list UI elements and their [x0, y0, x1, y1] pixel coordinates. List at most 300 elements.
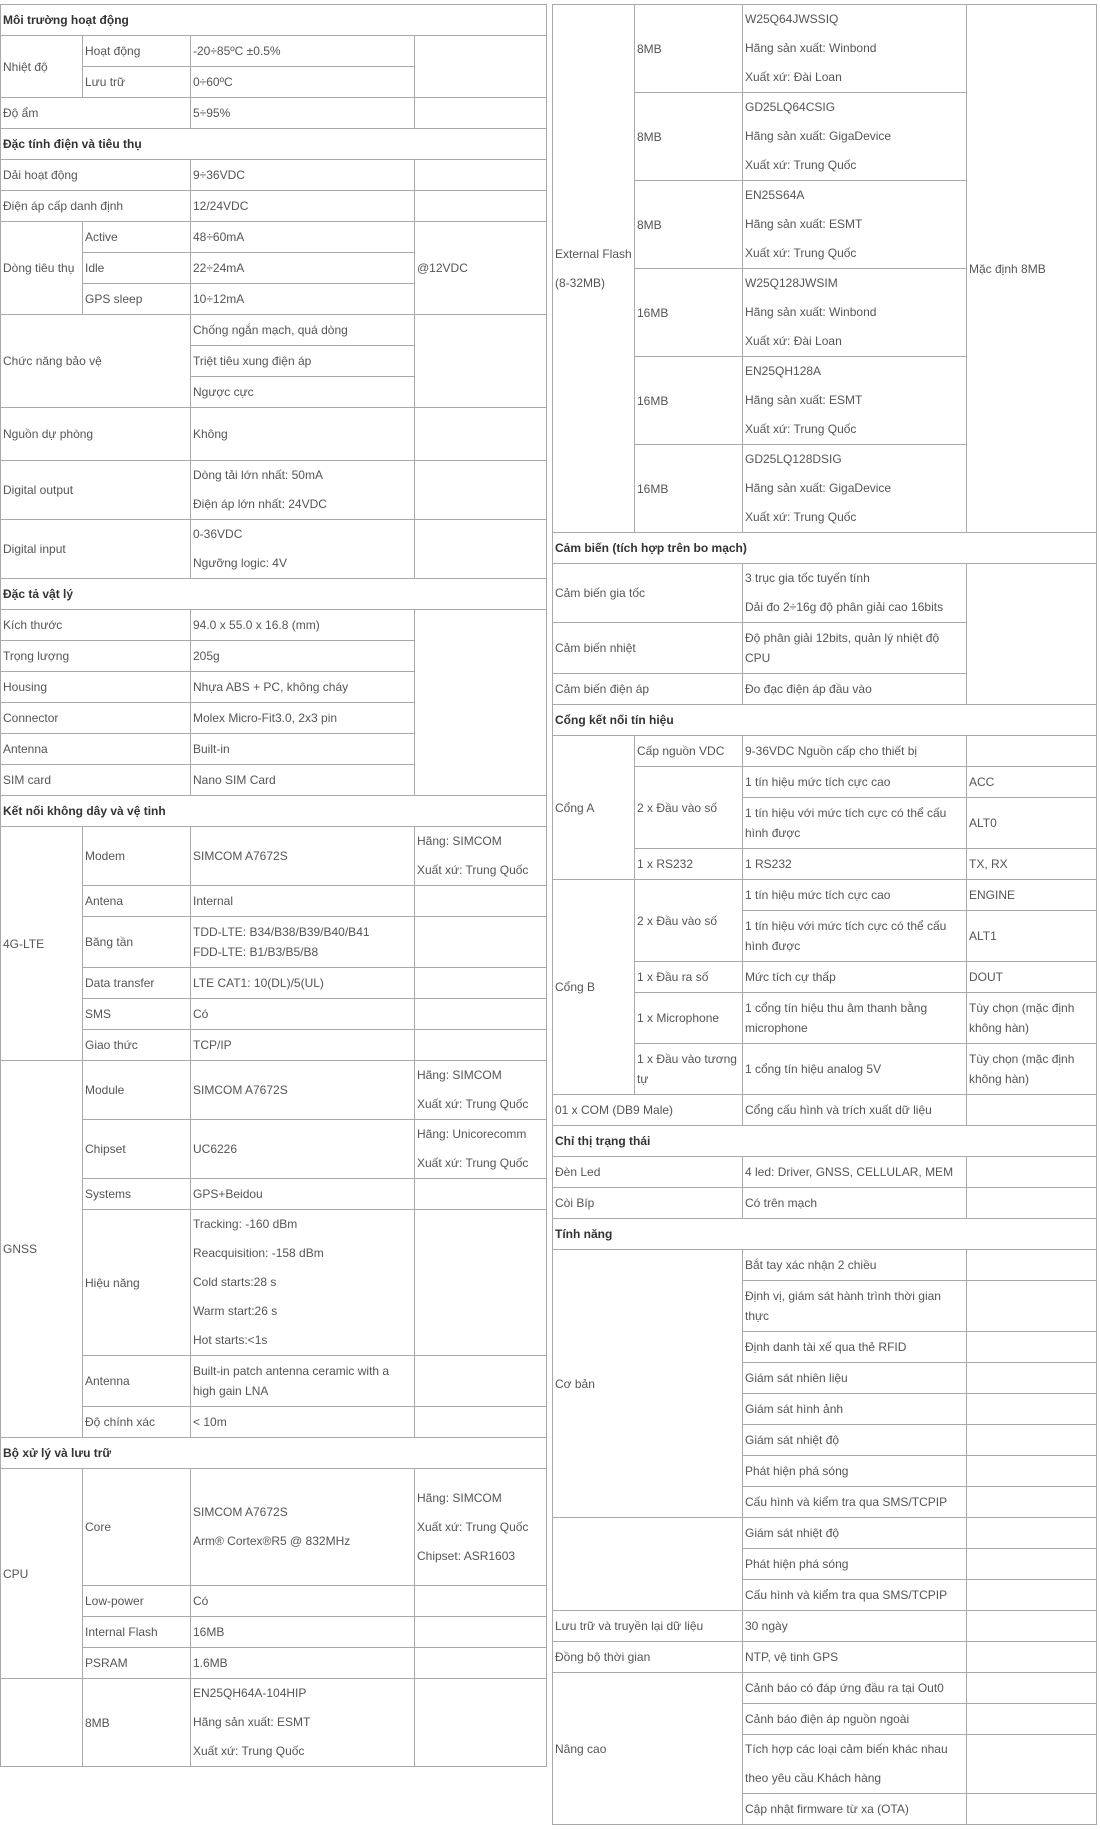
- cell-blank: [415, 1356, 547, 1407]
- cell-1-x-dau-vao-tuong: [635, 1044, 743, 1095]
- cell-blank: [415, 1179, 547, 1210]
- cell-canh-bao-co-dap-ung-dau-ra-tai-out0: Cảnh báo có đáp ứng đầu ra tại Out0: [743, 1673, 967, 1704]
- cell-hoat-dong: Hoạt động: [83, 36, 191, 67]
- cell-dong-tai-lon-nhat-50ma: [191, 461, 415, 520]
- cell-lte-cat1-10-dl-5-ul: LTE CAT1: 10(DL)/5(UL): [191, 968, 415, 999]
- cell-blank: [967, 1281, 1097, 1332]
- cell-co: Có: [191, 999, 415, 1030]
- cell-2-x-dau-vao-so: 2 x Đầu vào số: [635, 767, 743, 849]
- cell-line: Điện áp lớn nhất: 24VDC: [193, 497, 327, 511]
- cell-do-am: Độ ẩm: [1, 98, 191, 129]
- cell-line: W25Q64JWSSIQ: [745, 12, 839, 26]
- cell-khong: Không: [191, 408, 415, 461]
- cell-line: microphone: [745, 1021, 808, 1035]
- section-title-dac-ta-vat-ly: Đặc tả vật lý: [1, 579, 547, 610]
- cell-modem: Modem: [83, 827, 191, 886]
- cell-cap-nguon-vdc: Cấp nguồn VDC: [635, 736, 743, 767]
- cell-line: EN25S64A: [745, 188, 805, 202]
- cell-idle: Idle: [83, 253, 191, 284]
- cell-line: Xuất xứ: Trung Quốc: [745, 510, 857, 524]
- cell-16mb: 16MB: [635, 357, 743, 445]
- section-title-tinh-nang: Tính năng: [553, 1219, 1097, 1250]
- cell-0-60-c: 0÷60ºC: [191, 67, 415, 98]
- cell-line: high gain LNA: [193, 1384, 269, 1398]
- cell-kich-thuoc: Kích thước: [1, 610, 191, 641]
- cell-line: Xuất xứ: Trung Quốc: [417, 863, 529, 877]
- table-row: [1, 98, 547, 129]
- cell-blank: [967, 1188, 1097, 1219]
- cell-line: Xuất xứ: Trung Quốc: [745, 422, 857, 436]
- cell-line: không hàn): [969, 1021, 1030, 1035]
- cell-alt0: ALT0: [967, 798, 1097, 849]
- cell-9-36vdc-nguon-cap-cho-thiet-bi: 9-36VDC Nguồn cấp cho thiết bị: [743, 736, 967, 767]
- cell-line: Hot starts:<1s: [193, 1333, 268, 1347]
- cell-muc-tich-cu-thap: Mức tích cự thấp: [743, 962, 967, 993]
- cell-line: [193, 1469, 412, 1498]
- cell-line: [193, 1556, 412, 1585]
- cell-01-x-com-db9-male: 01 x COM (DB9 Male): [553, 1095, 743, 1126]
- cell-line: Hãng: SIMCOM: [417, 834, 502, 848]
- cell-blank: [415, 408, 547, 461]
- cell-1-tin-hieu-voi-muc-tich-cuc-co-the-cau: [743, 798, 967, 849]
- table-row: [553, 1250, 1097, 1281]
- cell-blank: [415, 1407, 547, 1438]
- cell-line: Hãng sản xuất: Winbond: [745, 305, 877, 319]
- table-row: [1, 1679, 547, 1767]
- cell-12vdc: @12VDC: [415, 222, 547, 315]
- cell-do-dac-dien-ap-dau-vao: Đo đạc điện áp đầu vào: [743, 674, 967, 705]
- cell-line: Cold starts:28 s: [193, 1275, 277, 1289]
- cell-alt1: ALT1: [967, 911, 1097, 962]
- cell-engine: ENGINE: [967, 880, 1097, 911]
- section-title-dac-tinh-dien-va-tieu-thu: Đặc tính điện và tiêu thụ: [1, 129, 547, 160]
- cell-8mb: 8MB: [635, 5, 743, 93]
- table-row: [553, 1157, 1097, 1188]
- table-row: [1, 968, 547, 999]
- cell-dai-hoat-dong: Dải hoạt động: [1, 160, 191, 191]
- section-title-chi-thi-trang-thai: Chỉ thị trạng thái: [553, 1126, 1097, 1157]
- cell-22-24ma: 22÷24mA: [191, 253, 415, 284]
- cell-blank: [967, 1673, 1097, 1704]
- spec-table-left: [0, 4, 546, 1767]
- cell-line: Chipset: ASR1603: [417, 1548, 516, 1563]
- cell-blank: [967, 1580, 1097, 1611]
- cell-active: Active: [83, 222, 191, 253]
- cell-blank: [553, 1518, 743, 1611]
- cell-giam-sat-nhiet-do: Giám sát nhiệt độ: [743, 1518, 967, 1549]
- cell-blank: [967, 1332, 1097, 1363]
- cell-giam-sat-nhiet-do: Giám sát nhiệt độ: [743, 1425, 967, 1456]
- table-row: [1, 886, 547, 917]
- cell-cong-cau-hinh-va-trich-xuat-du-lieu: Cổng cấu hình và trích xuất dữ liệu: [743, 1095, 967, 1126]
- cell-12-24vdc: 12/24VDC: [191, 191, 415, 222]
- cell-blank: [967, 1611, 1097, 1642]
- cell-line: 1 tín hiệu với mức tích cực có thể cấu: [745, 806, 947, 820]
- cell-blank: [415, 461, 547, 520]
- cell-external-flash: [553, 5, 635, 533]
- cell-sim-card: SIM card: [1, 765, 191, 796]
- table-row: [553, 993, 1097, 1044]
- cell-blank: [967, 1250, 1097, 1281]
- table-row: [553, 1518, 1097, 1549]
- cell-blank: [415, 1210, 547, 1356]
- section-title-cong-ket-noi-tin-hieu: Cổng kết nối tín hiệu: [553, 705, 1097, 736]
- cell-line: Hãng sản xuất: Winbond: [745, 41, 877, 55]
- table-row: [1, 160, 547, 191]
- table-row: [1, 917, 547, 968]
- cell-giao-thuc: Giao thức: [83, 1030, 191, 1061]
- cell-gd25lq128dsig: [743, 445, 967, 533]
- cell-line: Xuất xứ: Đài Loan: [745, 334, 842, 348]
- cell-simcom-a7672s: [191, 1469, 415, 1586]
- cell-coi-bip: Còi Bíp: [553, 1188, 743, 1219]
- cell-tcp-ip: TCP/IP: [191, 1030, 415, 1061]
- cell-line: Xuất xứ: Trung Quốc: [417, 1097, 529, 1111]
- cell-line: 1 x Đầu vào tương: [637, 1052, 737, 1066]
- table-row: [1, 1586, 547, 1617]
- cell-1-tin-hieu-voi-muc-tich-cuc-co-the-cau: [743, 911, 967, 962]
- cell-1-tin-hieu-muc-tich-cuc-cao: 1 tín hiệu mức tích cực cao: [743, 880, 967, 911]
- cell-hang-unicorecomm: [415, 1120, 547, 1179]
- section-header-row: [553, 1219, 1097, 1250]
- table-row: [1, 1120, 547, 1179]
- cell-blank: [967, 1456, 1097, 1487]
- cell-line: hình được: [745, 939, 801, 953]
- cell-data-transfer: Data transfer: [83, 968, 191, 999]
- table-row: [553, 5, 1097, 93]
- cell-1-cong-tin-hieu-thu-am-thanh-bang: [743, 993, 967, 1044]
- cell-gps-beidou: GPS+Beidou: [191, 1179, 415, 1210]
- cell-5-95: 5÷95%: [191, 98, 415, 129]
- cell-8mb: 8MB: [635, 93, 743, 181]
- table-row: [553, 880, 1097, 911]
- section-header-row: [1, 579, 547, 610]
- cell-16mb: 16MB: [635, 445, 743, 533]
- cell-line: Ngưỡng logic: 4V: [193, 556, 287, 570]
- cell-cong-a: Cổng A: [553, 736, 635, 880]
- cell-0-36vdc: [191, 520, 415, 579]
- cell-line: 1 tín hiệu với mức tích cực có thể cấu: [745, 919, 947, 933]
- cell-tdd-lte-b34-b38-b39-b40-b41: [191, 917, 415, 968]
- cell-blank: [967, 1425, 1097, 1456]
- cell-dinh-danh-tai-xe-qua-the-rfid: Định danh tài xế qua thẻ RFID: [743, 1332, 967, 1363]
- section-header-row: [1, 1438, 547, 1469]
- table-row: [553, 849, 1097, 880]
- table-row: [1, 999, 547, 1030]
- cell-blank: [967, 564, 1097, 705]
- cell-8mb: 8MB: [83, 1679, 191, 1767]
- section-header-row: [553, 1126, 1097, 1157]
- cell-ntp-ve-tinh-gps: NTP, vệ tinh GPS: [743, 1642, 967, 1673]
- cell-hang-simcom: [415, 1061, 547, 1120]
- cell-1-6mb: 1.6MB: [191, 1648, 415, 1679]
- cell-luu-tru-va-truyen-lai-du-lieu: Lưu trữ và truyền lại dữ liệu: [553, 1611, 743, 1642]
- cell-psram: PSRAM: [83, 1648, 191, 1679]
- cell-hang-simcom: [415, 1469, 547, 1586]
- cell-cau-hinh-va-kiem-tra-qua-sms-tcpip: Cấu hình và kiểm tra qua SMS/TCPIP: [743, 1580, 967, 1611]
- cell-co: Có: [191, 1586, 415, 1617]
- cell-dong-tieu-thu: Dòng tiêu thụ: [1, 222, 83, 315]
- cell-line: CPU: [745, 651, 771, 665]
- cell-digital-input: Digital input: [1, 520, 191, 579]
- cell-line: 3 trục gia tốc tuyến tính: [745, 571, 870, 585]
- cell-blank: [415, 520, 547, 579]
- cell-4-led-driver-gnss-cellular-mem: 4 led: Driver, GNSS, CELLULAR, MEM: [743, 1157, 967, 1188]
- cell-en25qh128a: [743, 357, 967, 445]
- table-row: [1, 1030, 547, 1061]
- cell-dien-ap-cap-danh-dinh: Điện áp cấp danh định: [1, 191, 191, 222]
- cell-line: Xuất xứ: Đài Loan: [745, 70, 842, 84]
- cell-simcom-a7672s: SIMCOM A7672S: [191, 1061, 415, 1120]
- table-row: [1, 1061, 547, 1120]
- cell-gd25lq64csig: [743, 93, 967, 181]
- cell-48-60ma: 48÷60mA: [191, 222, 415, 253]
- section-header-row: [1, 5, 547, 36]
- cell-blank: [967, 1735, 1097, 1794]
- cell-module: Module: [83, 1061, 191, 1120]
- cell-30-ngay: 30 ngày: [743, 1611, 967, 1642]
- cell-line: Tích hợp các loại cảm biến khác nhau: [745, 1742, 948, 1756]
- cell-co-ban: Cơ bản: [553, 1250, 743, 1518]
- cell-blank: [415, 999, 547, 1030]
- cell-internal-flash: Internal Flash: [83, 1617, 191, 1648]
- cell-housing: Housing: [1, 672, 191, 703]
- cell-simcom-a7672s: SIMCOM A7672S: [191, 827, 415, 886]
- cell-bat-tay-xac-nhan-2-chieu: Bắt tay xác nhận 2 chiều: [743, 1250, 967, 1281]
- cell-blank: [967, 1363, 1097, 1394]
- cell-line: EN25QH64A-104HIP: [193, 1686, 307, 1700]
- table-row: [553, 1044, 1097, 1095]
- cell-cam-bien-dien-ap: Cảm biến điện áp: [553, 674, 743, 705]
- cell-giam-sat-hinh-anh: Giám sát hình ảnh: [743, 1394, 967, 1425]
- section-title-bo-xu-ly-va-luu-tru: Bộ xử lý và lưu trữ: [1, 1438, 547, 1469]
- cell-line: TDD-LTE: B34/B38/B39/B40/B41: [193, 925, 370, 939]
- table-row: [1, 191, 547, 222]
- section-header-row: [553, 705, 1097, 736]
- cell-chong-ngan-mach-qua-dong: Chống ngắn mạch, quá dòng: [191, 315, 415, 346]
- cell-tuy-chon-mac-dinh: [967, 993, 1097, 1044]
- cell-line: Độ phân giải 12bits, quản lý nhiệt độ: [745, 631, 940, 645]
- cell-blank: [415, 160, 547, 191]
- cell-mac-dinh-8mb: Mặc định 8MB: [967, 5, 1097, 533]
- table-row: [1, 1469, 547, 1586]
- cell-antenna: Antenna: [1, 734, 191, 765]
- cell-blank: [415, 1617, 547, 1648]
- cell-connector: Connector: [1, 703, 191, 734]
- cell-line: Arm® Cortex®R5 @ 832MHz: [193, 1534, 351, 1548]
- cell-blank: [415, 1030, 547, 1061]
- table-row: [1, 315, 547, 346]
- cell-16mb: 16MB: [635, 269, 743, 357]
- cell-10-12ma: 10÷12mA: [191, 284, 415, 315]
- table-row: [553, 1611, 1097, 1642]
- cell-blank: [967, 1704, 1097, 1735]
- cell-20-85-c-0-5: -20÷85ºC ±0.5%: [191, 36, 415, 67]
- cell-1-x-microphone: 1 x Microphone: [635, 993, 743, 1044]
- table-row: [1, 461, 547, 520]
- cell-hieu-nang: Hiệu năng: [83, 1210, 191, 1356]
- cell-blank: [415, 1648, 547, 1679]
- cell-blank: [967, 1095, 1097, 1126]
- cell-blank: [415, 1679, 547, 1767]
- section-title-cam-bien-tich-hop-tren-bo-mach: Cảm biến (tích hợp trên bo mạch): [553, 533, 1097, 564]
- spec-table-right: [552, 4, 1096, 1825]
- cell-co-tren-mach: Có trên mạch: [743, 1188, 967, 1219]
- cell-cpu: CPU: [1, 1469, 83, 1679]
- cell-line: GD25LQ64CSIG: [745, 100, 836, 114]
- cell-bang-tan: Băng tần: [83, 917, 191, 968]
- cell-luu-tru: Lưu trữ: [83, 67, 191, 98]
- table-row: [1, 222, 547, 253]
- cell-line: Warm start:26 s: [193, 1304, 278, 1318]
- cell-line: W25Q128JWSIM: [745, 276, 838, 290]
- cell-3-truc-gia-toc-tuyen-tinh: [743, 564, 967, 623]
- cell-blank: [1, 1679, 83, 1767]
- table-row: [1, 1617, 547, 1648]
- cell-blank: [415, 36, 547, 98]
- cell-en25s64a: [743, 181, 967, 269]
- cell-do-chinh-xac: Độ chính xác: [83, 1407, 191, 1438]
- cell-line: Hãng sản xuất: ESMT: [193, 1715, 311, 1729]
- cell-digital-output: Digital output: [1, 461, 191, 520]
- table-row: [553, 767, 1097, 798]
- cell-8mb: 8MB: [635, 181, 743, 269]
- cell-built-in: Built-in: [191, 734, 415, 765]
- cell-sms: SMS: [83, 999, 191, 1030]
- cell-nano-sim-card: Nano SIM Card: [191, 765, 415, 796]
- table-row: [553, 962, 1097, 993]
- cell-2-x-dau-vao-so: 2 x Đầu vào số: [635, 880, 743, 962]
- cell-4g-lte: 4G-LTE: [1, 827, 83, 1061]
- cell-line: Tùy chọn (mặc định: [969, 1052, 1075, 1066]
- cell-line: EN25QH128A: [745, 364, 822, 378]
- cell-blank: [967, 1394, 1097, 1425]
- cell-nguon-du-phong: Nguồn dự phòng: [1, 408, 191, 461]
- cell-uc6226: UC6226: [191, 1120, 415, 1179]
- cell-blank: [415, 191, 547, 222]
- cell-94-0-x-55-0-x-16-8-mm: 94.0 x 55.0 x 16.8 (mm): [191, 610, 415, 641]
- cell-blank: [967, 736, 1097, 767]
- cell-systems: Systems: [83, 1179, 191, 1210]
- cell-line: thực: [745, 1309, 770, 1323]
- cell-line: Reacquisition: -158 dBm: [193, 1246, 324, 1260]
- cell-built-in-patch-antenna-ceramic-with-a: [191, 1356, 415, 1407]
- cell-blank: [415, 968, 547, 999]
- cell-line: theo yêu cầu Khách hàng: [745, 1771, 882, 1785]
- table-row: [553, 1188, 1097, 1219]
- cell-blank: [967, 1794, 1097, 1825]
- cell-line: Tùy chọn (mặc định: [969, 1001, 1075, 1015]
- cell-nhiet-do: Nhiệt độ: [1, 36, 83, 98]
- section-title-ket-noi-khong-day-va-ve-tinh: Kết nối không dây và vệ tinh: [1, 796, 547, 827]
- cell-line: 1 cổng tín hiệu thu âm thanh bằng: [745, 1001, 928, 1015]
- table-row: [1, 1210, 547, 1356]
- cell-internal: Internal: [191, 886, 415, 917]
- cell-line: Hãng: SIMCOM: [417, 1490, 502, 1505]
- cell-line: Tracking: -160 dBm: [193, 1217, 298, 1231]
- table-row: [1, 1648, 547, 1679]
- cell-line: External Flash: [555, 246, 632, 261]
- cell-tx-rx: TX, RX: [967, 849, 1097, 880]
- table-row: [1, 520, 547, 579]
- cell-blank: [415, 1586, 547, 1617]
- cell-dong-bo-thoi-gian: Đồng bộ thời gian: [553, 1642, 743, 1673]
- spec-table: [0, 4, 547, 1767]
- cell-w25q64jwssiq: [743, 5, 967, 93]
- cell-9-36vdc: 9÷36VDC: [191, 160, 415, 191]
- table-row: [1, 827, 547, 886]
- cell-antena: Antena: [83, 886, 191, 917]
- cell-acc: ACC: [967, 767, 1097, 798]
- cell-line: Hãng sản xuất: ESMT: [745, 393, 863, 407]
- section-header-row: [553, 533, 1097, 564]
- cell-205g: 205g: [191, 641, 415, 672]
- table-row: [553, 736, 1097, 767]
- cell-trong-luong: Trọng lượng: [1, 641, 191, 672]
- cell-en25qh64a-104hip: [191, 1679, 415, 1767]
- cell-line: FDD-LTE: B1/B3/B5/B8: [193, 945, 319, 959]
- table-row: [553, 564, 1097, 623]
- cell-tich-hop-cac-loai-cam-bien-khac-nhau: [743, 1735, 967, 1794]
- table-row: [1, 408, 547, 461]
- cell-blank: [415, 98, 547, 129]
- cell-line: tự: [637, 1072, 649, 1086]
- cell-cau-hinh-va-kiem-tra-qua-sms-tcpip: Cấu hình và kiểm tra qua SMS/TCPIP: [743, 1487, 967, 1518]
- cell-low-power: Low-power: [83, 1586, 191, 1617]
- section-header-row: [1, 796, 547, 827]
- cell-blank: [415, 610, 547, 796]
- cell-dout: DOUT: [967, 962, 1097, 993]
- cell-w25q128jwsim: [743, 269, 967, 357]
- cell-line: Xuất xứ: Trung Quốc: [745, 246, 857, 260]
- cell-tuy-chon-mac-dinh: [967, 1044, 1097, 1095]
- cell-line: Hãng sản xuất: GigaDevice: [745, 129, 892, 143]
- cell-line: Định vị, giám sát hành trình thời gian: [745, 1289, 941, 1303]
- cell-cong-b: Cổng B: [553, 880, 635, 1095]
- cell-hang-simcom: [415, 827, 547, 886]
- cell-chipset: Chipset: [83, 1120, 191, 1179]
- cell-line: Hãng: Unicorecomm: [417, 1127, 527, 1141]
- cell-1-tin-hieu-muc-tich-cuc-cao: 1 tín hiệu mức tích cực cao: [743, 767, 967, 798]
- table-row: [553, 1642, 1097, 1673]
- cell-line: Dải đo 2÷16g độ phân giải cao 16bits: [745, 600, 944, 614]
- cell-gps-sleep: GPS sleep: [83, 284, 191, 315]
- spec-table: [552, 4, 1097, 1825]
- table-row: [1, 1407, 547, 1438]
- cell-nhua-abs-pc-khong-chay: Nhựa ABS + PC, không cháy: [191, 672, 415, 703]
- cell-giam-sat-nhien-lieu: Giám sát nhiên liệu: [743, 1363, 967, 1394]
- cell-canh-bao-dien-ap-nguon-ngoai: Cảnh báo điện áp nguồn ngoài: [743, 1704, 967, 1735]
- cell-line: Xuất xứ: Trung Quốc: [417, 1519, 529, 1534]
- table-row: [1, 1356, 547, 1407]
- cell-line: Xuất xứ: Trung Quốc: [745, 158, 857, 172]
- cell-line: GD25LQ128DSIG: [745, 452, 842, 466]
- cell-blank: [967, 1642, 1097, 1673]
- cell-antenna: Antenna: [83, 1356, 191, 1407]
- cell-chuc-nang-bao-ve: Chức năng bảo vệ: [1, 315, 191, 408]
- cell-blank: [415, 886, 547, 917]
- section-header-row: [1, 129, 547, 160]
- cell-line: Xuất xứ: Trung Quốc: [193, 1744, 305, 1758]
- table-row: [553, 1095, 1097, 1126]
- cell-line: SIMCOM A7672S: [193, 1505, 288, 1519]
- cell-molex-micro-fit3-0-2x3-pin: Molex Micro-Fit3.0, 2x3 pin: [191, 703, 415, 734]
- cell-triet-tieu-xung-dien-ap: Triệt tiêu xung điện áp: [191, 346, 415, 377]
- cell-nang-cao: Nâng cao: [553, 1673, 743, 1825]
- cell-blank: [967, 1487, 1097, 1518]
- table-row: [1, 610, 547, 641]
- table-row: [553, 1673, 1097, 1704]
